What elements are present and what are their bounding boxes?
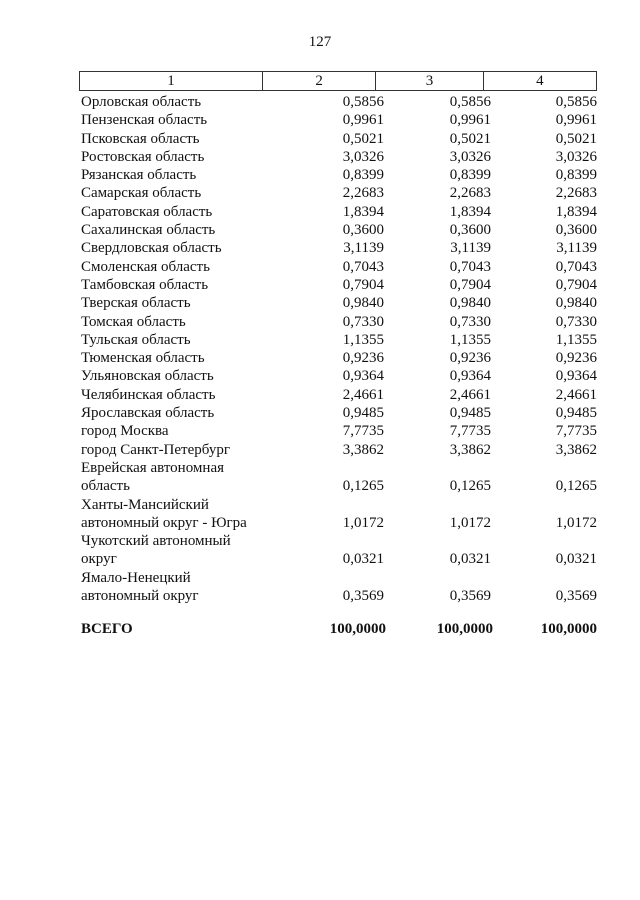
region-name: Ростовская область [81, 148, 205, 165]
value-col-2: 0,9485 [342, 405, 384, 422]
value-col-3: 1,1355 [449, 331, 491, 348]
value-col-2: 0,8399 [342, 167, 384, 184]
total-label: ВСЕГО [81, 621, 133, 638]
value-col-3: 0,3600 [449, 222, 491, 239]
value-col-3: 7,7735 [449, 423, 491, 440]
value-col-3: 0,7904 [449, 276, 491, 293]
total-row [79, 620, 597, 638]
header-col-3: 3 [375, 72, 482, 90]
value-col-4: 0,5856 [555, 94, 597, 110]
header-col-1: 1 [167, 73, 175, 89]
region-name: Пензенская область [81, 112, 208, 129]
region-name: Псковская область [81, 130, 200, 147]
value-col-4: 3,1139 [556, 240, 597, 257]
value-col-3: 0,1265 [449, 478, 491, 495]
table-row [79, 349, 597, 367]
value-col-2: 0,1265 [342, 478, 384, 495]
value-col-4: 0,9364 [555, 368, 597, 385]
table-row [79, 221, 597, 239]
value-col-3: 0,5021 [449, 130, 491, 147]
region-name: Ямало-Ненецкий автономный округ [81, 569, 199, 605]
table-row [79, 386, 597, 404]
value-col-2: 0,0321 [342, 551, 384, 568]
table-row [79, 166, 597, 184]
value-col-3: 1,0172 [449, 514, 491, 531]
value-col-2: 0,5021 [342, 130, 384, 147]
table-row [79, 239, 597, 257]
region-name: Ханты-Мансийский автономный округ - Югра [81, 496, 247, 531]
value-col-3: 0,7330 [449, 313, 491, 330]
region-name: Тульская область [81, 331, 191, 348]
value-col-2: 0,7330 [342, 313, 384, 330]
region-name: Еврейская автономная область [81, 459, 224, 495]
region-name: Тамбовская область [81, 276, 209, 293]
value-col-3: 0,9364 [449, 368, 491, 385]
region-name: Тверская область [81, 295, 191, 312]
table-row [79, 404, 597, 422]
value-col-2: 3,0326 [342, 148, 384, 165]
table-row [79, 294, 597, 312]
total-col-2: 100,0000 [329, 621, 386, 638]
total-col-4: 100,0000 [540, 621, 597, 638]
value-col-3: 1,8394 [449, 203, 491, 220]
value-col-3: 0,9236 [449, 350, 491, 367]
table-row [79, 569, 597, 606]
value-col-4: 0,7904 [555, 276, 597, 293]
table-row [79, 331, 597, 349]
value-col-2: 3,3862 [342, 441, 384, 458]
value-col-3: 0,9485 [449, 405, 491, 422]
value-col-4: 0,9840 [555, 295, 597, 312]
table-body [79, 93, 597, 605]
region-name: Ярославская область [81, 405, 215, 422]
region-name: Челябинская область [81, 386, 216, 403]
table-row [79, 276, 597, 294]
table-row [79, 148, 597, 166]
table-row [79, 459, 597, 496]
value-col-3: 3,0326 [449, 148, 491, 165]
value-col-4: 3,0326 [555, 148, 597, 165]
value-col-4: 0,9485 [555, 405, 597, 422]
value-col-2: 0,9364 [342, 368, 384, 385]
value-col-4: 0,8399 [555, 167, 597, 184]
value-col-4: 2,4661 [555, 386, 597, 403]
table-row [79, 441, 597, 459]
value-col-2: 3,1139 [343, 240, 384, 257]
value-col-4: 0,3600 [555, 222, 597, 239]
value-col-3: 3,1139 [450, 240, 491, 257]
header-col-4: 4 [483, 72, 596, 90]
value-col-2: 7,7735 [342, 423, 384, 440]
value-col-3: 0,9840 [449, 295, 491, 312]
page-number: 127 [308, 34, 332, 50]
region-name: Смоленская область [81, 258, 210, 275]
region-name: Томская область [81, 313, 186, 330]
region-name: Самарская область [81, 185, 202, 202]
value-col-3: 0,9961 [449, 112, 491, 129]
value-col-4: 1,8394 [555, 203, 597, 220]
value-col-4: 0,1265 [555, 478, 597, 495]
value-col-2: 0,7904 [342, 276, 384, 293]
table-row [79, 258, 597, 276]
region-name: город Санкт-Петербург [81, 441, 230, 458]
value-col-2: 2,2683 [342, 185, 384, 202]
region-name: Свердловская область [81, 240, 222, 257]
table-row [79, 203, 597, 221]
value-col-2: 2,4661 [342, 386, 384, 403]
value-col-2: 0,9961 [342, 112, 384, 129]
value-col-2: 1,0172 [342, 514, 384, 531]
table-row [79, 313, 597, 331]
value-col-2: 0,7043 [342, 258, 384, 275]
value-col-4: 1,1355 [555, 331, 597, 348]
table-row [79, 496, 597, 533]
value-col-4: 0,5021 [555, 130, 597, 147]
region-name: Тюменская область [81, 350, 205, 367]
region-name: Чукотский автономный округ [81, 533, 231, 568]
value-col-4: 1,0172 [555, 514, 597, 531]
value-col-2: 0,5856 [342, 94, 384, 110]
total-col-3: 100,0000 [436, 621, 493, 638]
value-col-3: 0,3569 [449, 588, 491, 605]
region-name: Ульяновская область [81, 368, 214, 385]
value-col-3: 0,5856 [449, 94, 491, 110]
value-col-4: 3,3862 [555, 441, 597, 458]
value-col-4: 0,3569 [555, 588, 597, 605]
value-col-3: 0,8399 [449, 167, 491, 184]
value-col-4: 2,2683 [555, 185, 597, 202]
value-col-3: 3,3862 [449, 441, 491, 458]
header-col-2: 2 [262, 72, 375, 90]
value-col-4: 0,9961 [555, 112, 597, 129]
region-name: Сахалинская область [81, 222, 216, 239]
table-row [79, 130, 597, 148]
table-row [79, 184, 597, 202]
value-col-4: 0,7043 [555, 258, 597, 275]
value-col-4: 0,9236 [555, 350, 597, 367]
value-col-2: 0,3569 [342, 588, 384, 605]
value-col-2: 0,3600 [342, 222, 384, 239]
value-col-3: 0,7043 [449, 258, 491, 275]
value-col-2: 0,9840 [342, 295, 384, 312]
value-col-2: 1,1355 [342, 331, 384, 348]
value-col-4: 7,7735 [555, 423, 597, 440]
value-col-2: 0,9236 [342, 350, 384, 367]
table-row [79, 367, 597, 385]
table-row [79, 532, 597, 569]
value-col-2: 1,8394 [342, 203, 384, 220]
table-row [79, 422, 597, 440]
region-name: Орловская область [81, 94, 202, 110]
data-table [79, 71, 597, 639]
region-name: Саратовская область [81, 203, 213, 220]
value-col-3: 0,0321 [449, 551, 491, 568]
value-col-3: 2,4661 [449, 386, 491, 403]
table-row [79, 111, 597, 129]
table-header-row [79, 71, 597, 91]
value-col-4: 0,7330 [555, 313, 597, 330]
value-col-4: 0,0321 [555, 551, 597, 568]
value-col-3: 2,2683 [449, 185, 491, 202]
region-name: Рязанская область [81, 167, 197, 184]
table-row [79, 93, 597, 111]
region-name: город Москва [81, 423, 169, 440]
